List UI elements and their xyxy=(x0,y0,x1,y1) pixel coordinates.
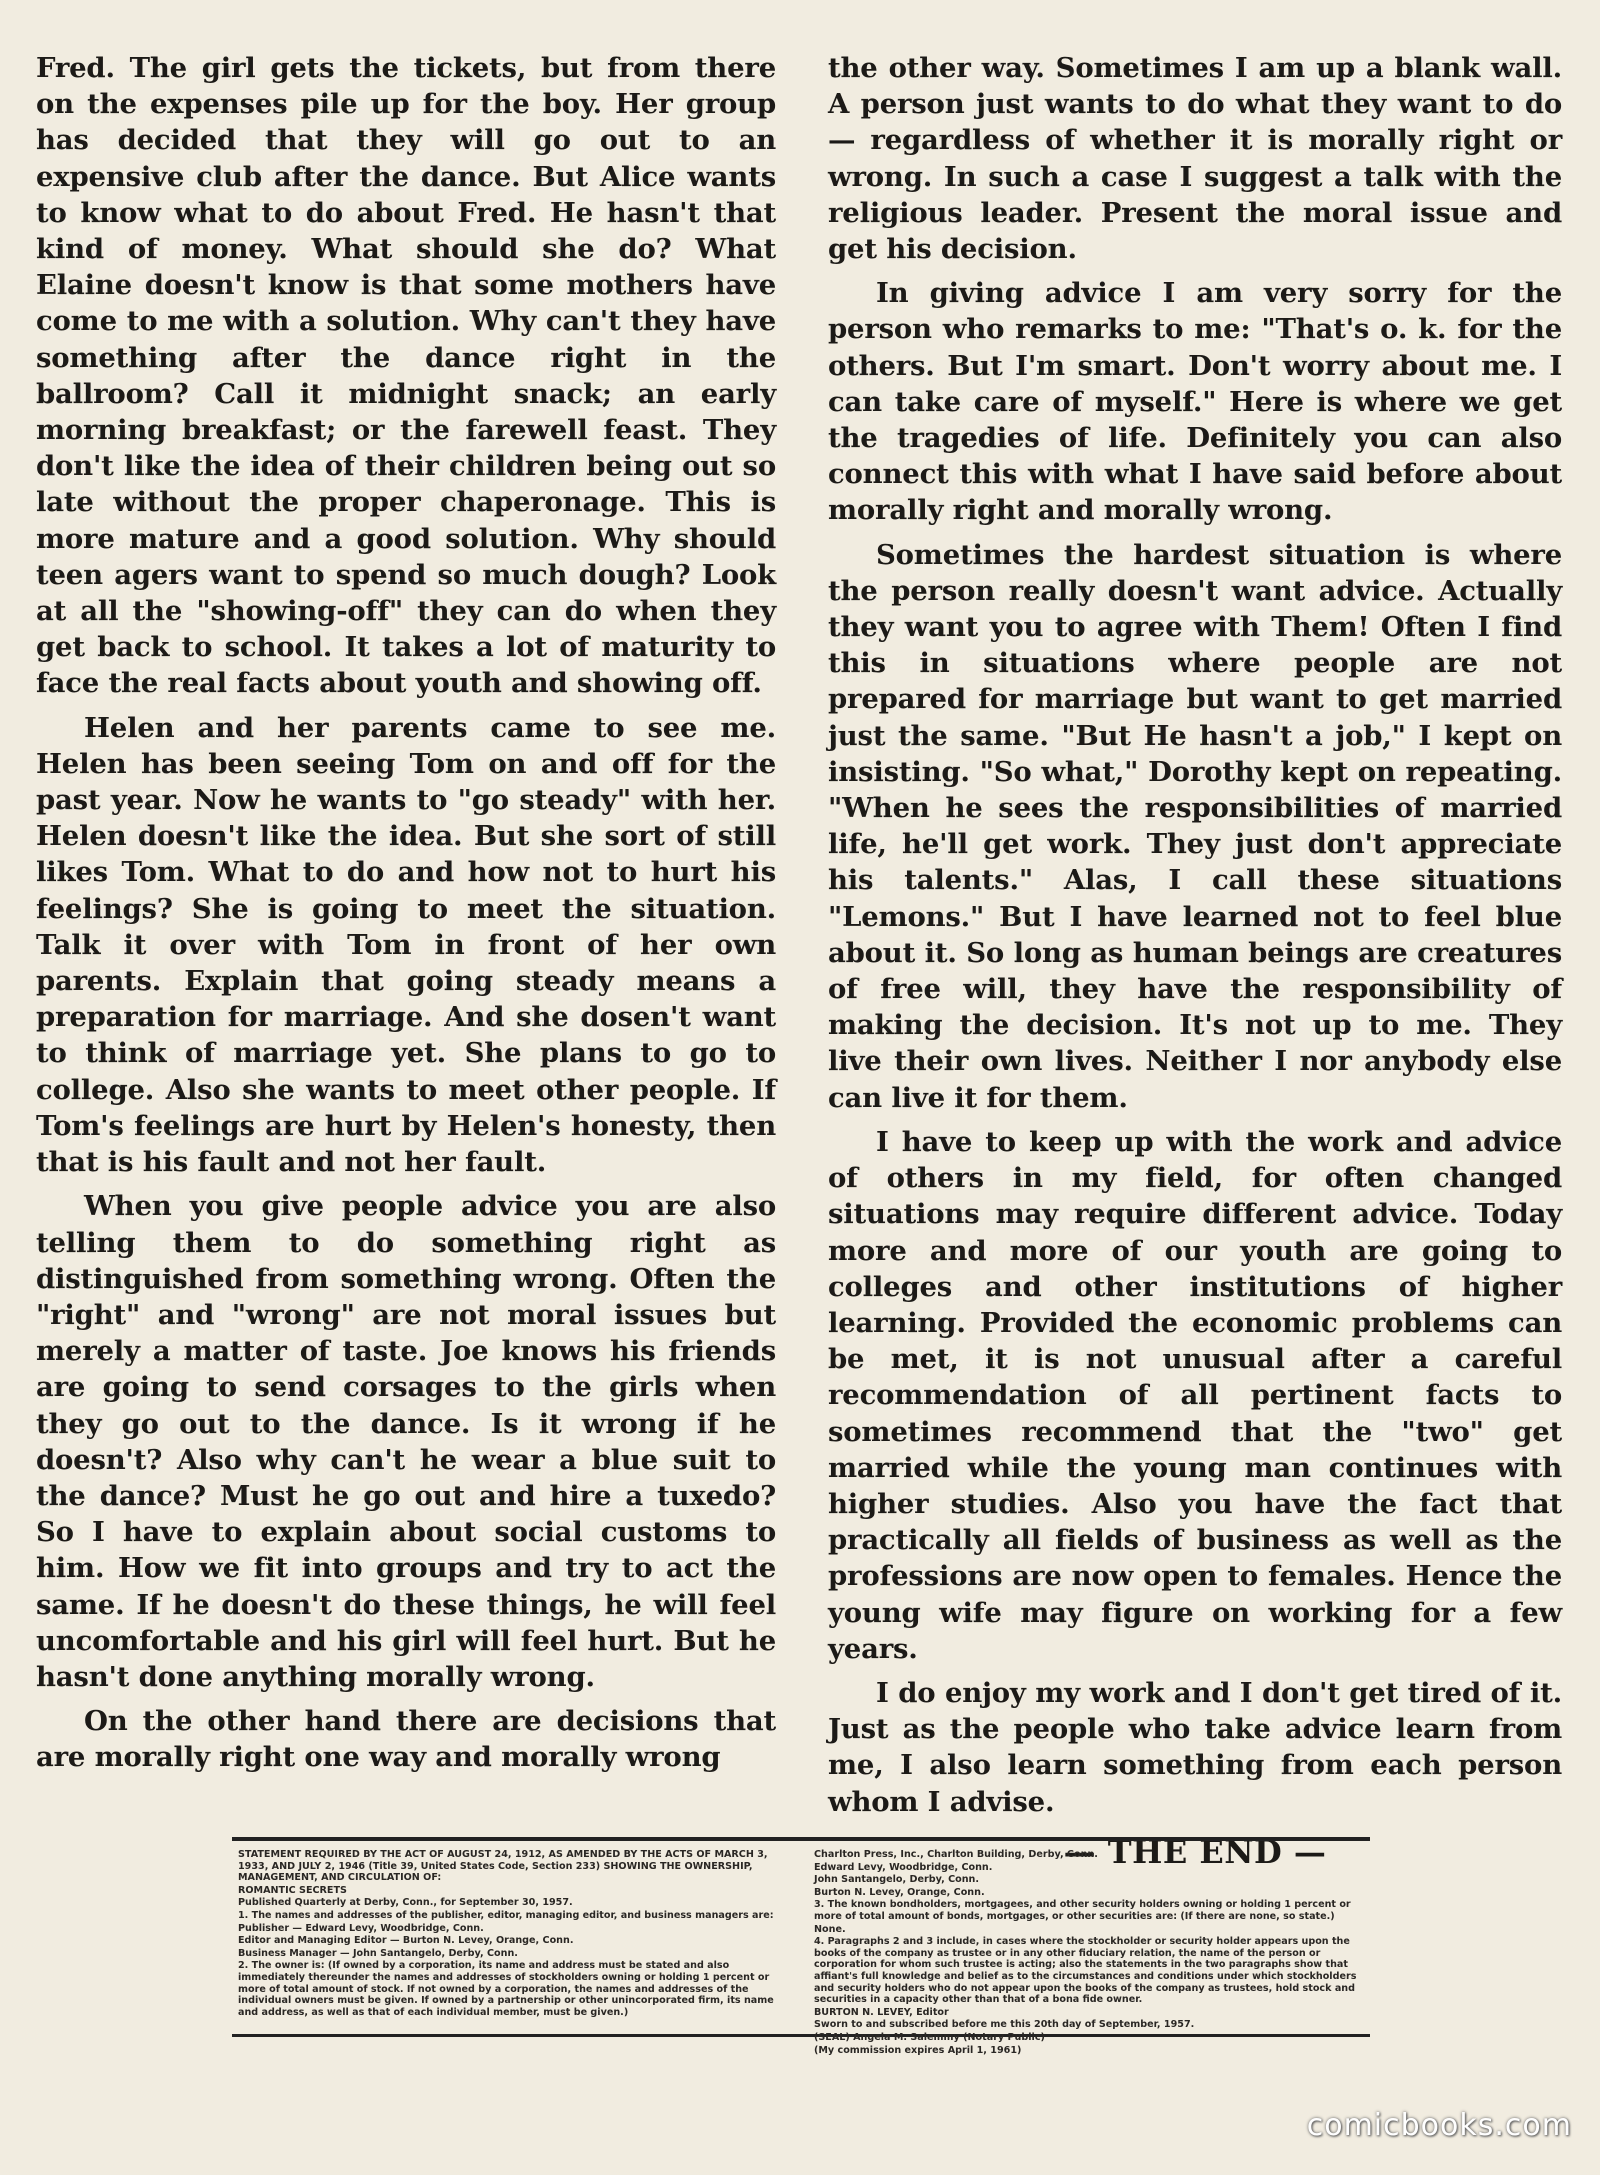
statement-line: None. xyxy=(814,1923,846,1935)
statement-right-column xyxy=(814,1849,1364,2056)
the-end-label: — THE END — xyxy=(1063,1832,1327,1871)
statement-line: 4. Paragraphs 2 and 3 include, in cases where the stockholder or security holder appears upon the books of the company as trustee or in any other fiduciary relation, the name of the person or corporation for whom such trustee is acting; also the statements in the two paragraphs show that affiant's full knowledge and belief as to the circumstances and conditions under which stockholders and security holders who do not appear upon the books of the company as trustees, hold stock and securities in a capacity other than that of a bona fide owner. xyxy=(814,1936,1357,2006)
paragraph: Fred. The girl gets the tickets, but from there on the expenses pile up for the boy. Her group has decided that they will go out to an expensive club after the dance. But Alice wants to know what to do about Fred. He hasn't that kind of money. What should she do? What Elaine doesn't know is that some mothers have come to me with a solution. Why can't they have something after the dance right in the ballroom? Call it midnight snack; an early morning breakfast; or the farewell feast. They don't like the idea of their children being out so late without the proper chaperonage. This is more mature and a good solution. Why should teen agers want to spend so much dough? Look at all the "showing-off" they can do when they get back to school. It takes a lot of maturity to face the real facts about youth and showing off. xyxy=(36,52,776,700)
statement-line: (SEAL) Angela M. Salemmy (Notary Public) xyxy=(814,2031,1045,2043)
paragraph: Helen and her parents came to see me. Helen has been seeing Tom on and off for the past year. Now he wants to "go steady" with her. Helen doesn't like the idea. But she sort of still likes Tom. What to do and how not to hurt his feelings? She is going to meet the situation. Talk it over with Tom in front of her own parents. Explain that going steady means a preparation for marriage. And she dosen't want to think of marriage yet. She plans to go to college. Also she wants to meet other people. If Tom's feelings are hurt by Helen's honesty, then that is his fault and not her fault. xyxy=(36,711,776,1179)
paragraph: I do enjoy my work and I don't get tired of it. Just as the people who take advice learn from me, I also learn something from each person whom I advise. xyxy=(828,1676,1562,1818)
paragraph: On the other hand there are decisions that are morally right one way and morally wrong xyxy=(36,1705,776,1774)
paragraph: When you give people advice you are also telling them to do something right as distinguished from something wrong. Often the "right" and "wrong" are not moral issues but merely a matter of taste. Joe knows his friends are going to send corsages to the girls when they go out to the dance. Is it wrong if he doesn't? Also why can't he wear a blue suit to the dance? Must he go out and hire a tuxedo? So I have to explain about social customs to him. How we fit into groups and try to act the same. If he doesn't do these things, he will feel uncomfortable and his girl will feel hurt. But he hasn't done anything morally wrong. xyxy=(36,1190,776,1693)
paragraph: Sometimes the hardest situation is where the person really doesn't want advice. Actually they want you to agree with Them! Often I find this in situations where people are not prepared for marriage but want to get married just the same. "But He hasn't a job," I kept on insisting. "So what," Dorothy kept on repeating. "When he sees the responsibilities of married life, he'll get work. They just don't appreciate his talents." Alas, I call these situations "Lemons." But I have learned not to feel blue about it. So long as human beings are creatures of free will, they have the responsibility of making the decision. It's not up to me. They live their own lives. Neither I nor anybody else can live it for them. xyxy=(828,538,1562,1114)
statement-line: 1. The names and addresses of the publisher, editor, managing editor, and business managers are: xyxy=(238,1909,774,1921)
statement-line: Burton N. Levey, Orange, Conn. xyxy=(814,1886,985,1898)
site-watermark: comicbooks.com xyxy=(1306,2108,1572,2143)
statement-line: John Santangelo, Derby, Conn. xyxy=(814,1874,979,1886)
paragraph: the other way. Sometimes I am up a blank wall. A person just wants to do what they want to do — regardless of whether it is morally right or wrong. In such a case I suggest a talk with the religious leader. Present the moral issue and get his decision. xyxy=(828,52,1562,266)
statement-line: ROMANTIC SECRETS xyxy=(238,1884,347,1896)
ownership-statement xyxy=(232,1837,1370,2056)
statement-line: Business Manager — John Santangelo, Derby, Conn. xyxy=(238,1947,518,1959)
left-text-column xyxy=(36,50,776,1784)
statement-line: STATEMENT REQUIRED BY THE ACT OF AUGUST 24, 1912, AS AMENDED BY THE ACTS OF MARCH 3, 1933, AND JULY 2, 1946 (Title 39, United States Code, Section 233) SHOWING THE OWNERSHIP, MANAGEMENT, AND CIRCULATION OF: xyxy=(238,1849,768,1884)
right-text-column xyxy=(828,50,1562,1870)
paragraph: I have to keep up with the work and advice of others in my field, for often changed situations may require different advice. Today more and more of our youth are going to colleges and other institutions of higher learning. Provided the economic problems can be met, it is not unusual after a careful recommendation of all pertinent facts to sometimes recommend that the "two" get married while the young man continues with higher studies. Also you have the fact that practically all fields of business as well as the professions are now open to females. Hence the young wife may figure on working for a few years. xyxy=(828,1125,1562,1665)
statement-line: Charlton Press, Inc., Charlton Building, Derby, Conn. xyxy=(814,1849,1098,1860)
statement-line: 2. The owner is: (If owned by a corporation, its name and address must be stated and also immediately thereunder the names and addresses of stockholders owning or holding 1 percent or more of total amount of stock. If not owned by a corporation, the names and addresses of the individual owners must be given. If owned by a partnership or other unincorporated firm, its name and address, as well as that of each individual member, must be given.) xyxy=(238,1960,774,2018)
statement-line: Editor and Managing Editor — Burton N. Levey, Orange, Conn. xyxy=(238,1935,574,1947)
statement-line: (My commission expires April 1, 1961) xyxy=(814,2044,1022,2056)
statement-line: Published Quarterly at Derby, Conn., for September 30, 1957. xyxy=(238,1897,573,1909)
statement-left-column xyxy=(238,1849,788,2026)
statement-line: BURTON N. LEVEY, Editor xyxy=(814,2006,949,2018)
statement-line: Sworn to and subscribed before me this 20th day of September, 1957. xyxy=(814,2019,1195,2031)
statement-line: Edward Levy, Woodbridge, Conn. xyxy=(814,1861,993,1873)
statement-line: 3. The known bondholders, mortgagees, and other security holders owning or holding 1 percent or more of total amount of bonds, mortgages, or other securities are: (If there are none, so state.) xyxy=(814,1899,1351,1922)
statement-line: Publisher — Edward Levy, Woodbridge, Conn. xyxy=(238,1922,484,1934)
paragraph: In giving advice I am very sorry for the person who remarks to me: "That's o. k. for the others. But I'm smart. Don't worry about me. I can take care of myself." Here is where we get the tragedies of life. Definitely you can also connect this with what I have said before about morally right and morally wrong. xyxy=(828,277,1562,527)
